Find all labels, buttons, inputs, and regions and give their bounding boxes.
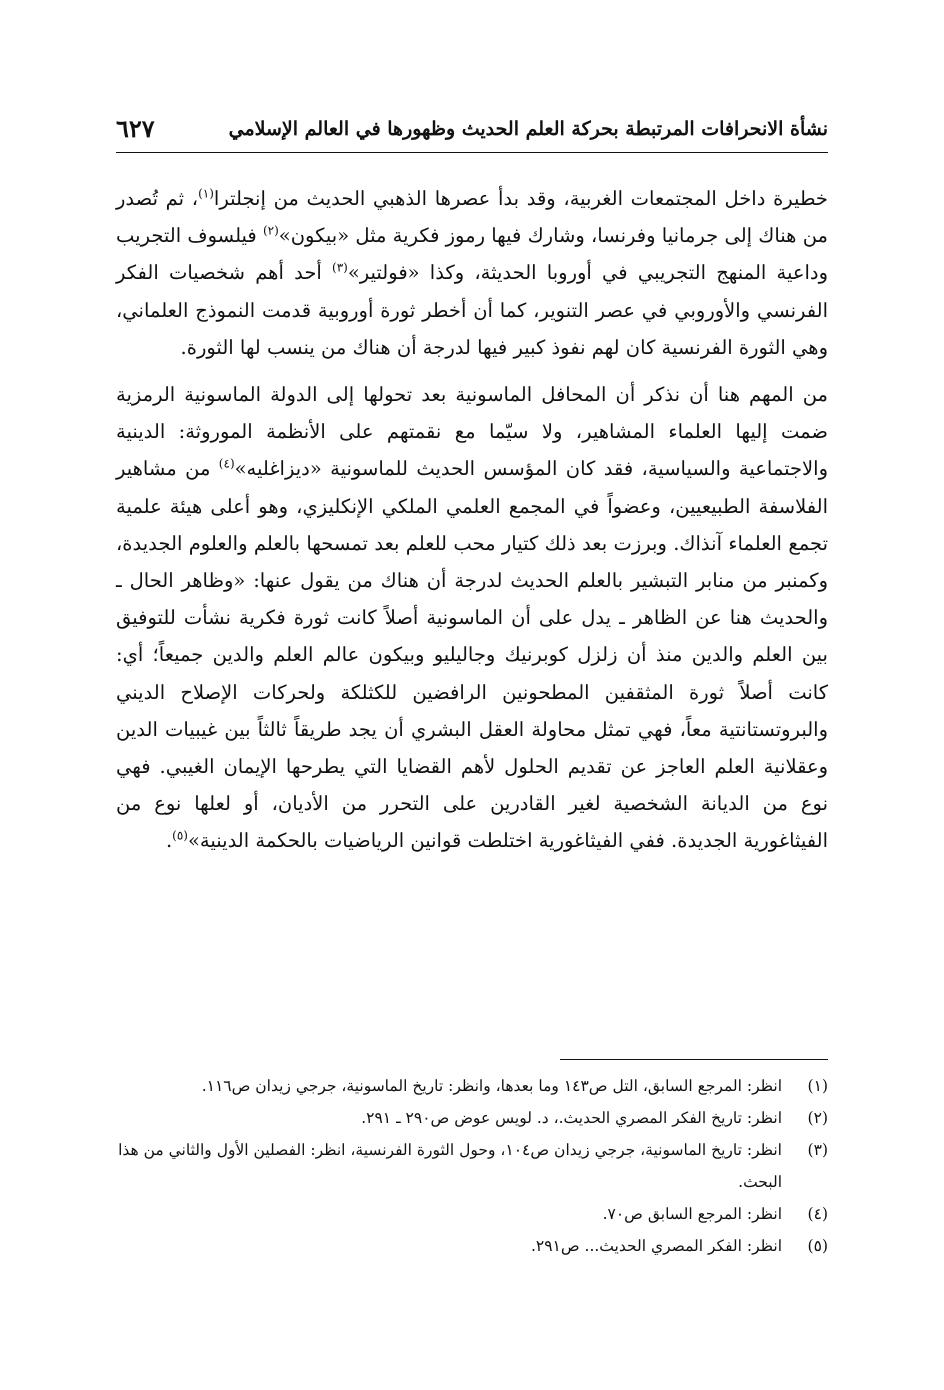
- footnote-text: انظر: الفكر المصري الحديث... ص٢٩١.: [530, 1237, 782, 1255]
- paragraph-2: [116, 376, 828, 860]
- text-segment: ، ثم تُصدر من هناك إلى جرمانيا وفرنسا، وشارك فيها رموز فكرية مثل «بيكون»: [116, 187, 828, 248]
- text-segment: من مشاهير الفلاسفة الطبيعيين، وعضواً في المجمع العلمي الملكي الإنكليزي، وهو أعلى هيئة علمية تجمع العلماء آنذاك. وبرزت بعد ذلك كتيار محب للعلم بعد تمسحها بالعلم والعلوم الجديدة، وكمنبر من منابر التبشير بالعلم الحديث لدرجة أن هناك من يقول عنها: «وظاهر الحال ـ والحديث هنا عن الظاهر ـ يدل على أن الماسونية أصلاً كانت ثورة فكرية نشأت للتوفيق بين العلم والدين منذ أن زلزل كوبرنيك وجاليليو وبيكون عالم العلم والدين جميعاً؛ أي: كانت أصلاً ثورة المثقفين المطحونين الرافضين للكثلكة ولحركات الإصلاح الديني والبروتستانتية معاً، فهي تمثل محاولة العقل البشري أن يجد طريقاً ثالثاً بين غيبيات الدين وعقلانية العلم العاجز عن تقديم الحلول لأهم القضايا التي يطرحها الإيمان الغيبي. فهي نوع من الديانة الشخصية لغير القادرين على التحرر من الأديان، أو لعلها نوع من الفيثاغورية الجديدة. ففي الفيثاغورية اختلطت قوانين الرياضيات بالحكمة الدينية»: [116, 457, 828, 853]
- body-text: [116, 180, 828, 860]
- footnote-number: (١): [807, 1077, 828, 1095]
- footnote-number: (٥): [807, 1237, 828, 1255]
- footnote-ref-4: (٤): [218, 456, 235, 471]
- text-segment: فيلسوف التجريب وداعية المنهج التجريبي في أوروبا الحديثة، وكذا «فولتير»: [116, 224, 829, 285]
- running-header: [116, 112, 828, 153]
- footnote-text: انظر: المرجع السابق، التل ص١٤٣ وما بعدها، وانظر: تاريخ الماسونية، جرجي زيدان ص١١٦.: [201, 1077, 782, 1095]
- text-segment: خطيرة داخل المجتمعات الغربية، وقد بدأ عصرها الذهبي الحديث من إنجلترا: [213, 187, 828, 210]
- footnote-item: [116, 1134, 828, 1198]
- footnote-item: [116, 1230, 828, 1262]
- footnote-number: (٤): [807, 1205, 828, 1223]
- footnote-ref-5: (٥): [172, 828, 188, 843]
- text-segment: .: [165, 829, 173, 853]
- paragraph-1: [116, 180, 828, 366]
- footnote-item: [116, 1070, 828, 1102]
- footnote-text: انظر: تاريخ الفكر المصري الحديث.، د. لويس عوض ص٢٩٠ ـ ٢٩١.: [361, 1109, 782, 1127]
- footnote-number: (٢): [807, 1109, 828, 1127]
- footnote-ref-2: (٢): [262, 223, 279, 238]
- header-title: نشأة الانحرافات المرتبطة بحركة العلم الحديث وظهورها في العالم الإسلامي: [228, 118, 828, 140]
- page-number: ٦٢٧: [116, 114, 155, 143]
- footnote-ref-1: (١): [198, 186, 214, 201]
- footnote-ref-3: (٣): [332, 260, 348, 275]
- text-segment: أحد أهم شخصيات الفكر الفرنسي والأوروبي في عصر التنوير، كما أن أخطر ثورة أوروبية قدمت النموذج العلماني، وهي الثورة الفرنسية كان لهم نفوذ كبير فيها لدرجة أن هناك من ينسب لها الثورة.: [116, 261, 828, 359]
- footnote-text: انظر: تاريخ الماسونية، جرجي زيدان ص١٠٤، وحول الثورة الفرنسية، انظر: الفصلين الأول والثاني من هذا البحث.: [118, 1141, 782, 1191]
- footnote-text: انظر: المرجع السابق ص٧٠.: [602, 1205, 782, 1223]
- footnote-separator: [560, 1059, 828, 1060]
- footnotes: [116, 1070, 828, 1262]
- footnote-item: [116, 1102, 828, 1134]
- text-segment: من المهم هنا أن نذكر أن المحافل الماسونية بعد تحولها إلى الدولة الماسونية الرمزية ضمت إليها العلماء المشاهير، ولا سيّما مع نقمتهم على الأنظمة الموروثة: الدينية والاجتماعية والسياسية، فقد كان المؤسس الحديث للماسونية «ديزاغليه»: [116, 383, 828, 481]
- footnote-number: (٣): [807, 1141, 828, 1159]
- footnote-item: [116, 1198, 828, 1230]
